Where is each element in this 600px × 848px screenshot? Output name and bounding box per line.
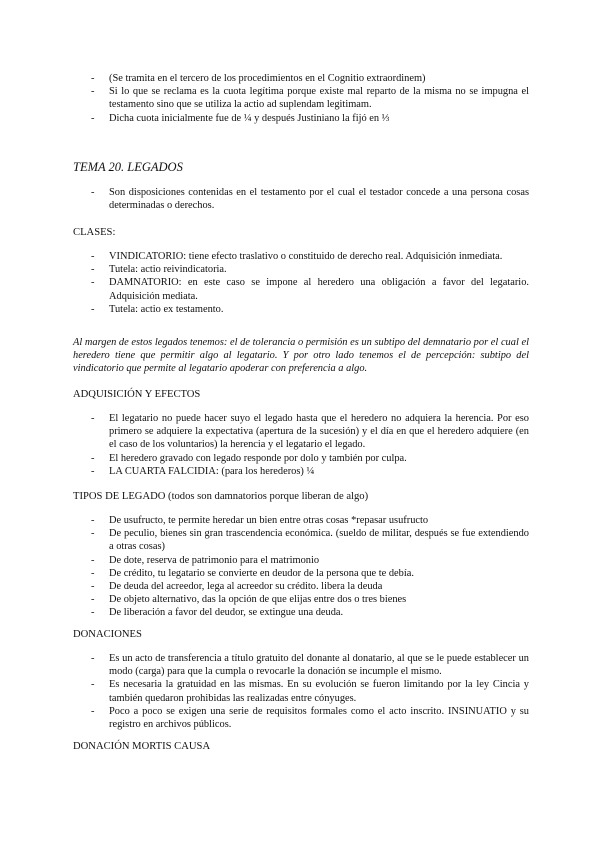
adquisicion-heading: ADQUISICIÓN Y EFECTOS <box>73 389 201 400</box>
list-item: - Es necesaria la gratuidad en las mismas. En su evolución se fueron limitando por la ley Cincia y también quedaron prohibidas las realizadas entre cónyuges. <box>91 679 529 704</box>
dash-bullet: - <box>91 452 95 464</box>
list-item: - Si lo que se reclama es la cuota legítima porque existe mal reparto de la misma no se impugna el testamento sino que se utiliza la actio ad suplendam legitimam. <box>91 86 529 111</box>
dash-bullet: - <box>91 567 95 579</box>
dash-bullet: - <box>91 554 95 566</box>
intro-list <box>73 72 529 125</box>
list-item: - De objeto alternativo, das la opción de que elijas entre dos o tres bienes <box>91 594 407 606</box>
donaciones-list <box>73 652 529 731</box>
list-item: - El legatario no puede hacer suyo el legado hasta que el heredero no adquiera la herencia. Por eso primero se adquiere la expectativa (apertura de la sucesión) y el día en que el heredero adquiere (en el caso de los voluntarios) la herencia y el legatario el legado. <box>91 413 529 451</box>
dash-bullet: - <box>91 465 95 477</box>
list-item: - Tutela: actio ex testamento. <box>91 303 224 315</box>
list-item: - Poco a poco se exigen una serie de requisitos formales como el acto inscrito. INSINUATIO y su registro en archivos públicos. <box>91 705 529 731</box>
dash-bullet: - <box>91 413 95 424</box>
list-item: - De liberación a favor del deudor, se extingue una deuda. <box>91 607 344 619</box>
donaciones-section <box>73 652 529 731</box>
mortis-heading: DONACIÓN MORTIS CAUSA <box>73 741 211 752</box>
tipos-heading: TIPOS DE LEGADO (todos son damnatorios porque liberan de algo) <box>73 491 369 502</box>
list-item: - VINDICATORIO: tiene efecto traslativo o constituido de derecho real. Adquisición inmediata. <box>91 251 503 262</box>
dash-bullet: - <box>91 251 95 262</box>
list-item: - Es un acto de transferencia a título gratuito del donante al donatario, al que se le puede establecer un modo (carga) para que la cumpla o revocarle la donación se incumple el mismo. <box>91 653 529 678</box>
dash-bullet: - <box>91 528 95 540</box>
list-item: - De crédito, tu legatario se convierte en deudor de la persona que te debía. <box>91 567 414 579</box>
dash-bullet: - <box>91 705 95 717</box>
list-item: - DAMNATORIO: en este caso se impone al heredero una obligación a favor del legatario. Adquisición mediata. <box>91 277 529 302</box>
list-item: - De dote, reserva de patrimonio para el matrimonio <box>91 554 320 566</box>
clases-list <box>73 250 529 316</box>
list-item: - De usufructo, te permite heredar un bien entre otras cosas *repasar usufructo <box>91 515 429 526</box>
donaciones-heading: DONACIONES <box>73 629 142 640</box>
dash-bullet: - <box>91 187 95 198</box>
list-item: - De deuda del acreedor, lega al acreedor su crédito. libera la deuda <box>91 581 383 593</box>
margin-note: Al margen de estos legados tenemos: el de tolerancia o permisión es un subtipo del demnatario por el cual el heredero tiene que permitir algo al legatario. Y por otro lado tenemos el de percepción: subtipo del vindicatorio que permite al legatario apoderar con preferencia a algo. <box>73 337 529 375</box>
clases-heading: CLASES: <box>73 227 116 238</box>
tema-section <box>73 186 529 212</box>
adquisicion-list <box>73 412 529 478</box>
dash-bullet: - <box>91 607 95 619</box>
list-item: - Dicha cuota inicialmente fue de ¼ y después Justiniano la fijó en ⅓ <box>91 112 390 124</box>
adquisicion-section <box>73 412 529 478</box>
clases-section <box>73 250 529 316</box>
dash-bullet: - <box>91 264 95 276</box>
list-item: - De peculio, bienes sin gran trascendencia económica. (sueldo de militar, después se fue extendiendo a otras cosas) <box>91 528 529 553</box>
dash-bullet: - <box>91 73 95 84</box>
dash-bullet: - <box>91 594 95 606</box>
tema-list <box>73 186 529 212</box>
dash-bullet: - <box>91 277 95 289</box>
dash-bullet: - <box>91 515 95 526</box>
list-item: - Son disposiciones contenidas en el testamento por el cual el testador concede a una persona cosas determinadas o derechos. <box>91 187 529 212</box>
dash-bullet: - <box>91 112 95 124</box>
list-item: - (Se tramita en el tercero de los procedimientos en el Cognitio extraordinem) <box>91 73 426 84</box>
tema-title: TEMA 20. LEGADOS <box>73 160 183 174</box>
dash-bullet: - <box>91 303 95 315</box>
intro-section <box>73 72 529 125</box>
list-item: - El heredero gravado con legado responde por dolo y también por culpa. <box>91 452 407 464</box>
list-item: - LA CUARTA FALCIDIA: (para los herederos) ¼ <box>91 465 315 477</box>
dash-bullet: - <box>91 86 95 98</box>
tipos-list <box>73 514 529 620</box>
dash-bullet: - <box>91 653 95 664</box>
tipos-section <box>73 514 529 620</box>
list-item: - Tutela: actio reivindicatoria. <box>91 264 227 276</box>
dash-bullet: - <box>91 679 95 691</box>
dash-bullet: - <box>91 581 95 593</box>
